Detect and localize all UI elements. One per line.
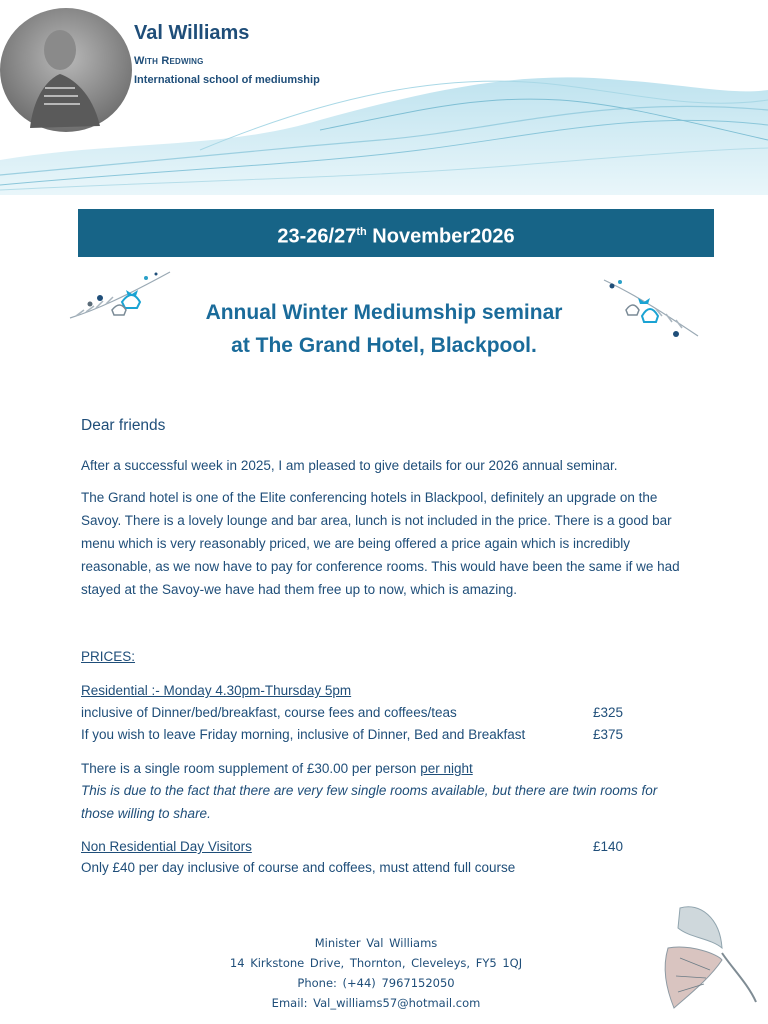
intro-paragraph: After a successful week in 2025, I am pleased to give details for our 2026 annual seminar. — [81, 458, 618, 473]
nonres-detail: Only £40 per day inclusive of course and coffees, must attend full course — [81, 860, 516, 875]
header-banner — [0, 0, 768, 195]
hotel-paragraph: The Grand hotel is one of the Elite conferencing hotels in Blackpool, definitely an upgrade on the Savoy. There is a lovely lounge and bar area, lunch is not included in the price. There is a good bar menu which is very reasonably priced, we are being offered a price again which is incredibly reasonable, as we now have to pay for conference rooms. This would have been the same if we had stayed at the Savoy-we have had them free up to now, which is amazing. — [81, 490, 680, 597]
header-with: With Redwing — [134, 55, 204, 67]
date-prefix: 23-26/27 — [277, 225, 357, 248]
footer-address: 14 Kirkstone Drive, Thornton, Cleveleys, FY5 1QJ — [229, 956, 523, 970]
butterfly-icon — [660, 898, 760, 1018]
price-row-1-label: inclusive of Dinner/bed/breakfast, course fees and coffees/teas — [81, 705, 457, 720]
price-row-friday — [81, 727, 641, 742]
prices-heading: PRICES: — [81, 649, 136, 664]
title-line-1: Annual Winter Mediumship seminar — [205, 301, 563, 324]
date-band — [78, 209, 714, 257]
residential-heading: Residential :- Monday 4.30pm-Thursday 5pm — [81, 683, 352, 698]
title-line-2: at The Grand Hotel, Blackpool. — [231, 334, 537, 357]
supplement-per-night: per night — [420, 761, 473, 776]
price-row-nonresidential — [81, 839, 641, 854]
greeting: Dear friends — [81, 417, 166, 434]
price-row-1-amount: £325 — [593, 705, 624, 720]
footer-email: Email: Val_williams57@hotmail.com — [271, 996, 481, 1010]
footer-phone: Phone: (+44) 7967152050 — [297, 976, 455, 990]
single-supplement — [81, 757, 681, 780]
nonres-amount: £140 — [593, 839, 624, 854]
header-school: International school of mediumship — [134, 74, 320, 86]
date-sup: th — [356, 226, 367, 238]
nonres-heading: Non Residential Day Visitors — [81, 839, 252, 854]
header-name: Val Williams — [134, 22, 250, 44]
price-row-2-label: If you wish to leave Friday morning, inclusive of Dinner, Bed and Breakfast — [81, 727, 526, 742]
supplement-note: This is due to the fact that there are very few single rooms available, but there are twin rooms for those willing to share. — [81, 783, 658, 821]
supplement-text: There is a single room supplement of £30.00 per person — [81, 761, 421, 776]
price-row-residential — [81, 705, 641, 720]
footer-minister: Minister Val Williams — [314, 936, 438, 950]
seminar-title — [150, 296, 618, 362]
portrait-avatar — [0, 8, 132, 133]
footer-contact — [150, 933, 602, 1013]
price-row-2-amount: £375 — [593, 727, 624, 742]
date-suffix: November2026 — [366, 225, 515, 248]
